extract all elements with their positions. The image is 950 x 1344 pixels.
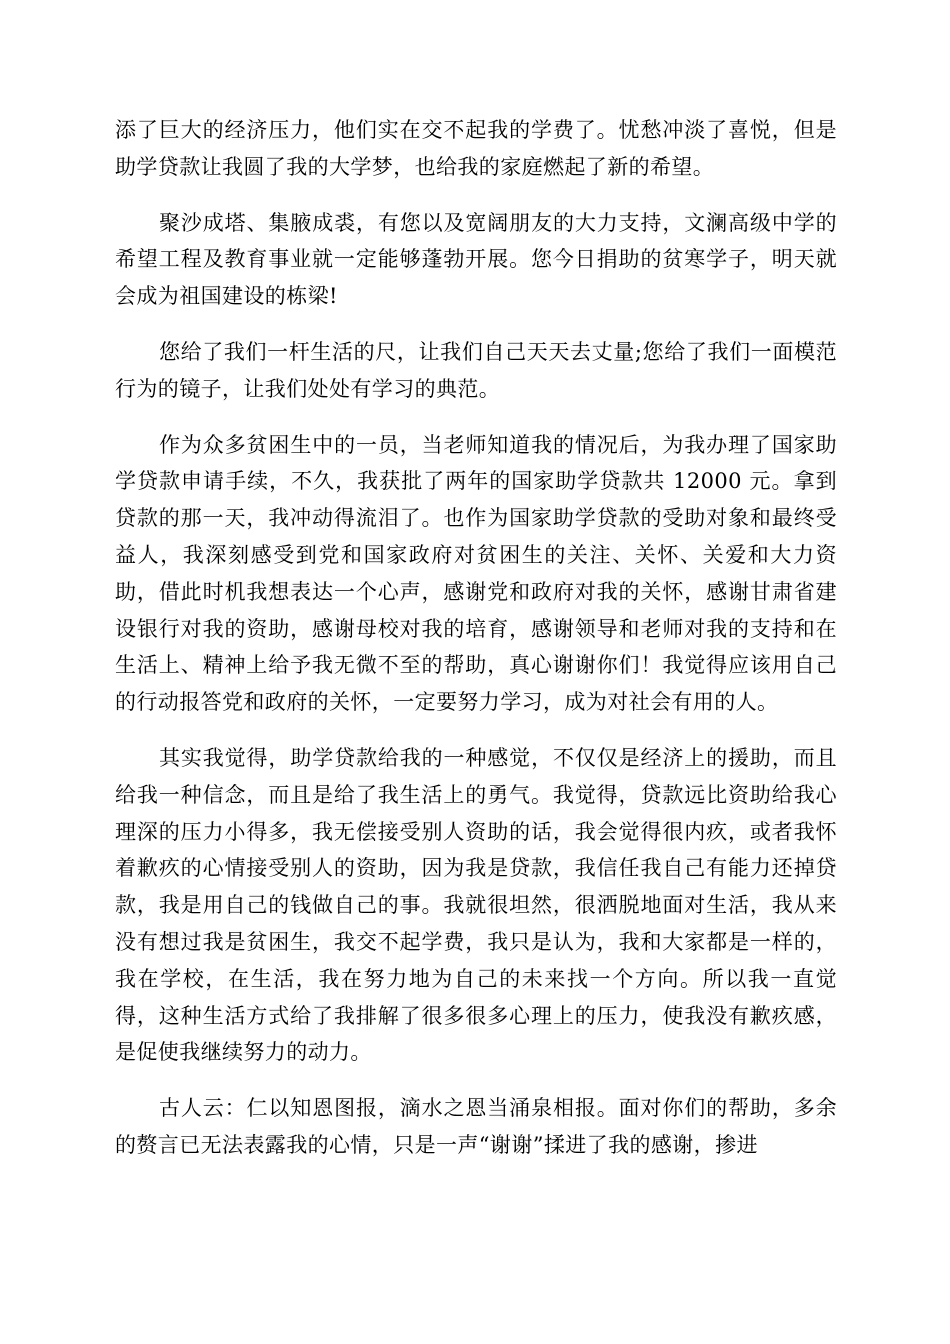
document-body	[115, 112, 837, 1183]
paragraph: 其实我觉得，助学贷款给我的一种感觉，不仅仅是经济上的援助，而且给我一种信念，而且是给了我生活上的勇气。我觉得，贷款远比资助给我心理深的压力小得多，我无偿接受别人资助的话，我会觉得很内疚，或者我怀着歉疚的心情接受别人的资助，因为我是贷款，我信任我自己有能力还掉贷款，我是用自己的钱做自己的事。我就很坦然，很洒脱地面对生活，我从来没有想过我是贫困生，我交不起学费，我只是认为，我和大家都是一样的，我在学校，在生活，我在努力地为自己的未来找一个方向。所以我一直觉得，这种生活方式给了我排解了很多很多心理上的压力，使我没有歉疚感，是促使我继续努力的动力。	[115, 745, 837, 1065]
paragraph: 您给了我们一杆生活的尺，让我们自己天天去丈量;您给了我们一面模范行为的镜子，让我们处处有学习的典范。	[115, 339, 837, 401]
paragraph: 古人云：仁以知恩图报，滴水之恩当涌泉相报。面对你们的帮助，多余的赘言已无法表露我的心情，只是一声“谢谢”揉进了我的感谢，掺进	[115, 1096, 837, 1157]
paragraph-continued: 添了巨大的经济压力，他们实在交不起我的学费了。忧愁冲淡了喜悦，但是助学贷款让我圆了我的大学梦，也给我的家庭燃起了新的希望。	[115, 118, 837, 179]
paragraph: 聚沙成塔、集腋成裘，有您以及宽阔朋友的大力支持，文澜高级中学的希望工程及教育事业就一定能够蓬勃开展。您今日捐助的贫寒学子，明天就会成为祖国建设的栋梁!	[115, 210, 837, 309]
paragraph: 作为众多贫困生中的一员，当老师知道我的情况后，为我办理了国家助学贷款申请手续，不久，我获批了两年的国家助学贷款共 12000 元。拿到贷款的那一天，我冲动得流泪了。也作为国家助学贷款的受助对象和最终受益人，我深刻感受到党和国家政府对贫困生的关注、关怀、关爱和大力资助，借此时机我想表达一个心声，感谢党和政府对我的关怀，感谢甘肃省建设银行对我的资助，感谢母校对我的培育，感谢领导和老师对我的支持和在生活上、精神上给予我无微不至的帮助，真心谢谢你们！我觉得应该用自己的行动报答党和政府的关怀，一定要努力学习，成为对社会有用的人。	[115, 432, 837, 715]
